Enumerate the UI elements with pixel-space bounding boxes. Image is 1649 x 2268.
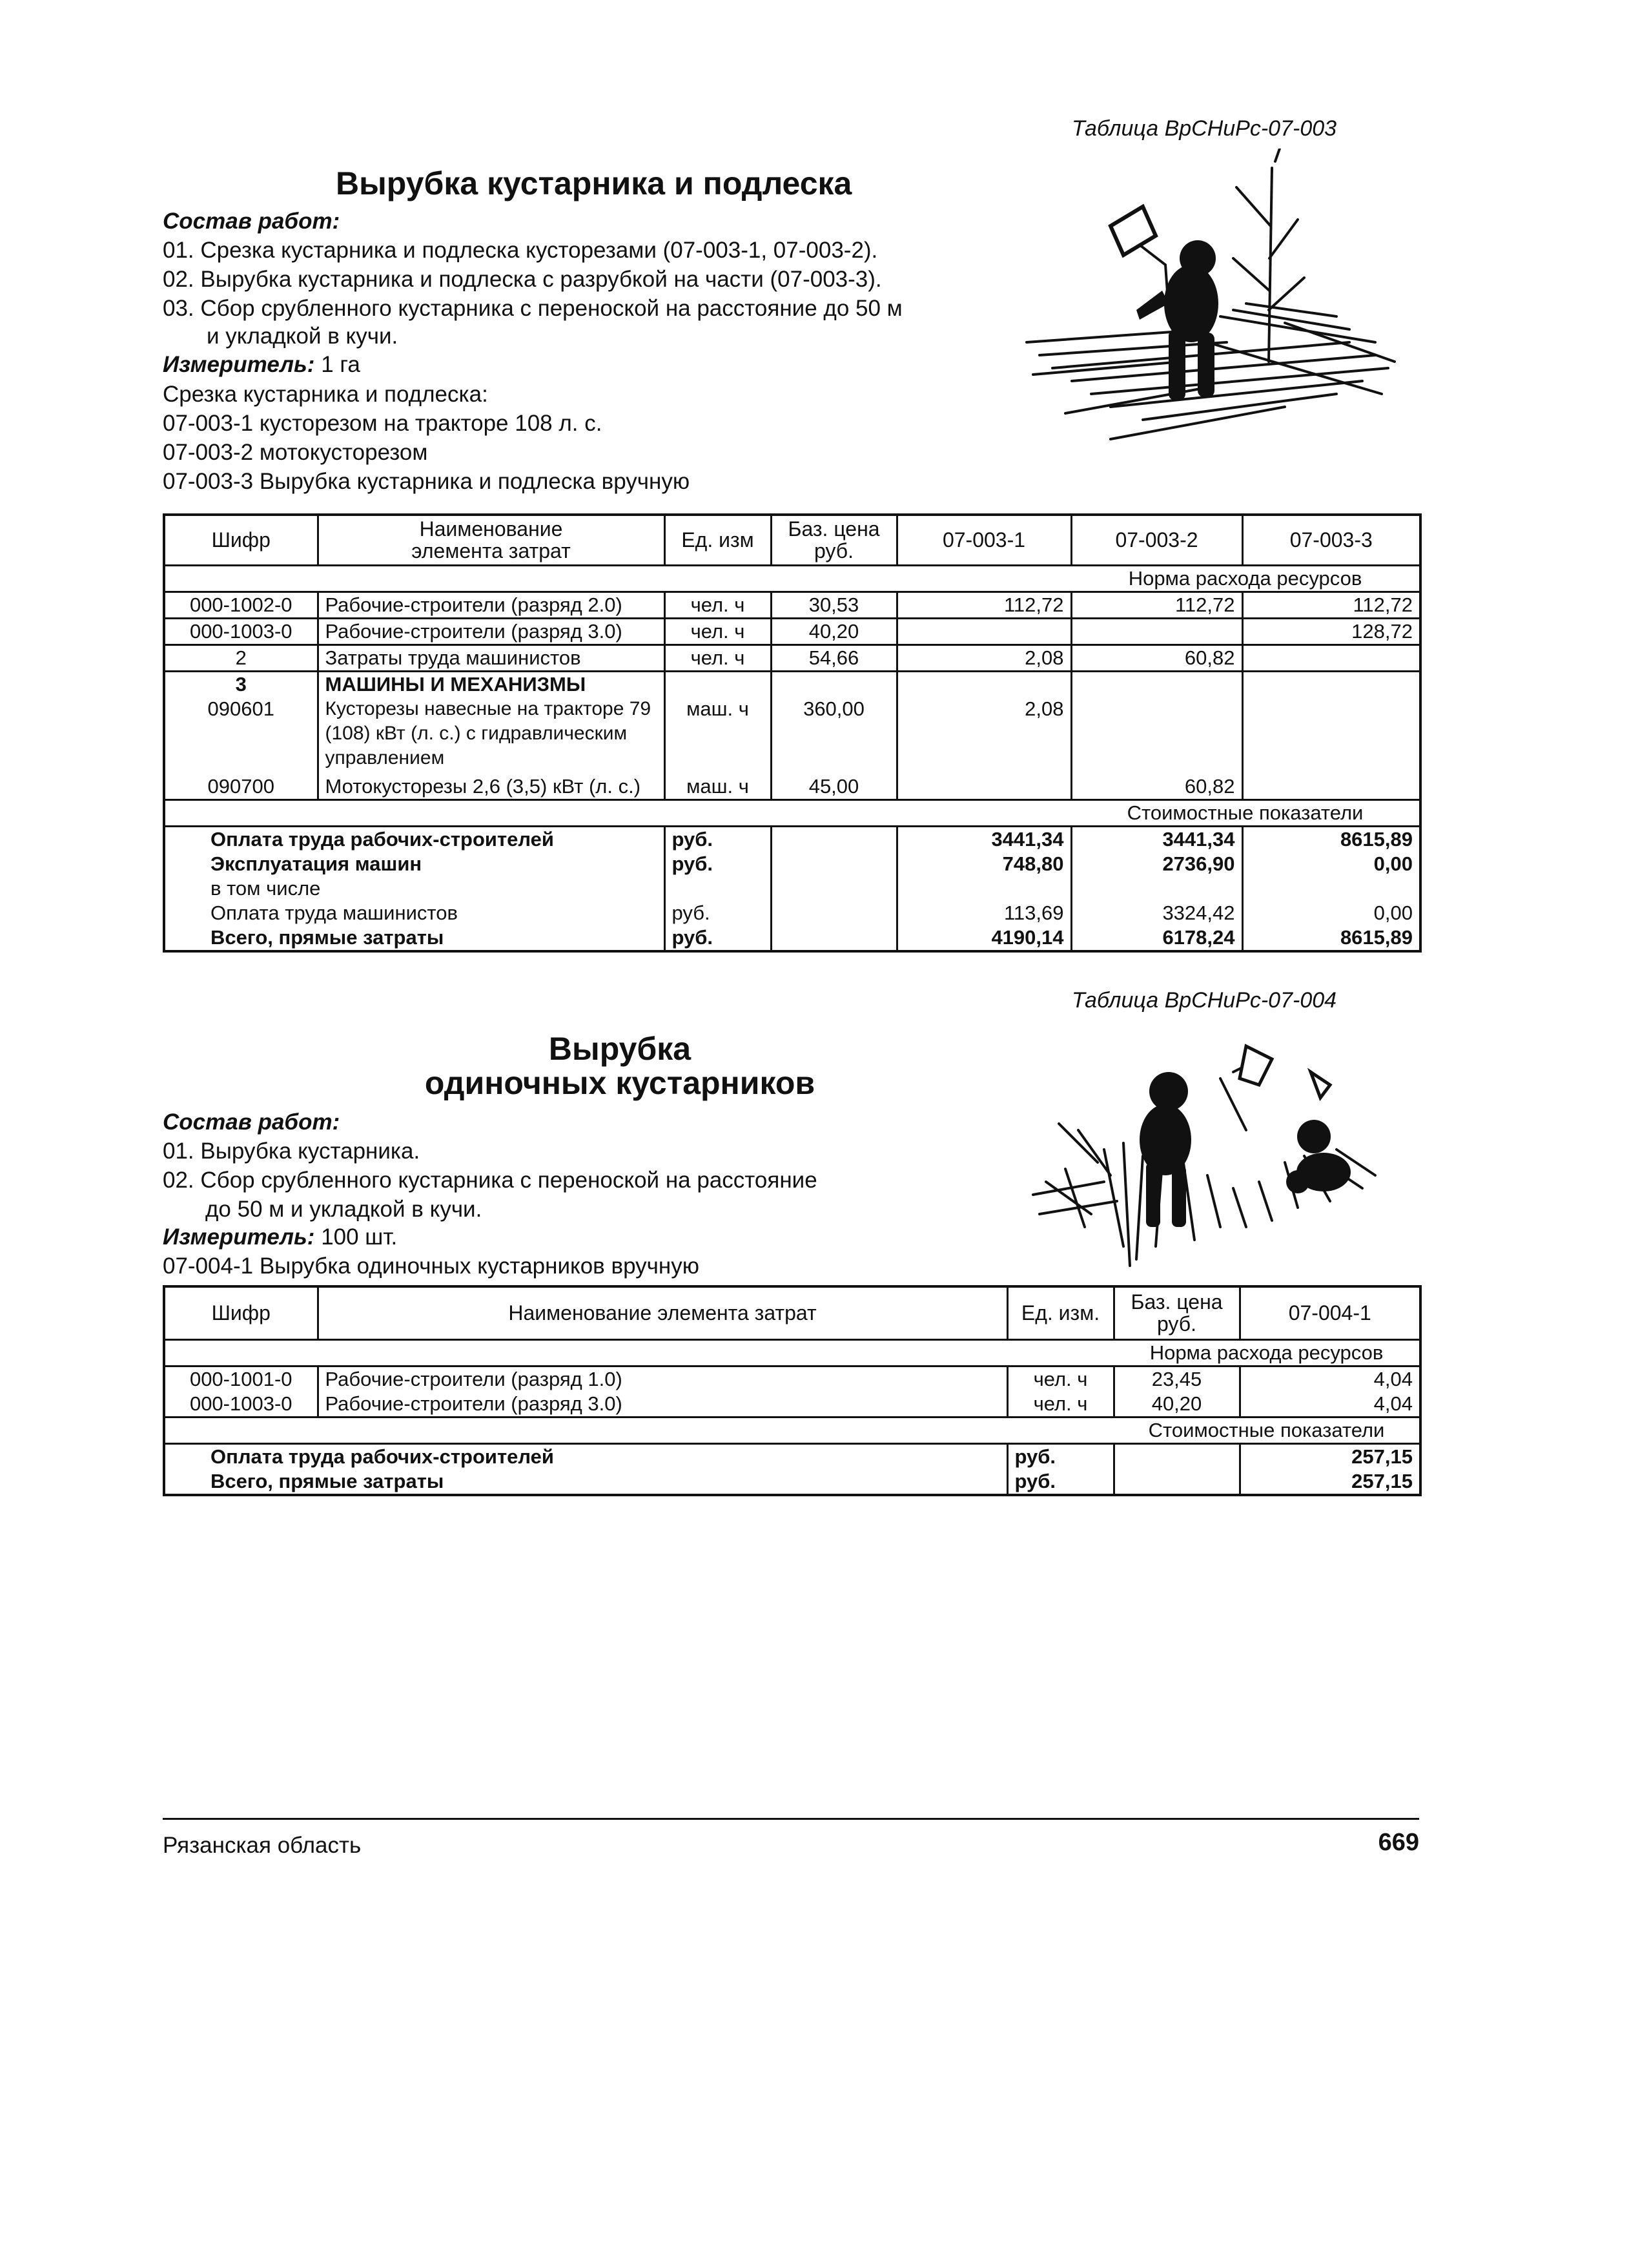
intro-line: Срезка кустарника и подлеска: (163, 382, 488, 407)
cell-v1: 112,72 (897, 592, 1071, 618)
cost-row (164, 901, 1420, 925)
step-2-1: 01. Вырубка кустарника. (163, 1139, 420, 1164)
composition-label-2: Состав работ: (163, 1109, 340, 1135)
cost-v1: 748,80 (897, 852, 1071, 876)
header-unit: Ед. изм. (1007, 1286, 1114, 1339)
table-row (164, 671, 1420, 697)
variant-2-1: 07-004-1 Вырубка одиночных кустарников вручную (163, 1253, 699, 1279)
cost-label: Оплата труда рабочих-строителей (164, 826, 664, 852)
cost-unit (664, 876, 771, 901)
step-2-2: 02. Сбор срубленного кустарника с переноской на расстояние (163, 1168, 817, 1193)
cost-row (164, 876, 1420, 901)
cost-v3: 8615,89 (1242, 826, 1420, 852)
norm-header-row (164, 565, 1420, 592)
cell-v3: 128,72 (1242, 618, 1420, 644)
cost-unit: руб. (1007, 1469, 1114, 1495)
measure-line (163, 350, 360, 379)
cost-v1: 3441,34 (897, 826, 1071, 852)
header-price: Баз. цена руб. (1114, 1286, 1240, 1339)
cost-row (164, 925, 1420, 951)
cell-v1 (897, 671, 1071, 697)
page-number: 669 (1378, 1829, 1419, 1856)
table-label-07-004: Таблица ВрСНиРс-07-004 (1072, 988, 1337, 1013)
cell-unit: чел. ч (664, 592, 771, 618)
table-header-row (164, 515, 1420, 565)
variant-3: 07-003-3 Вырубка кустарника и подлеска вручную (163, 469, 690, 494)
cell-code: 000-1001-0 (164, 1366, 318, 1392)
variant-1: 07-003-1 кусторезом на тракторе 108 л. с. (163, 411, 602, 436)
measure-label: Измеритель: (163, 352, 315, 377)
header-col-1: 07-004-1 (1240, 1286, 1420, 1339)
header-col-3: 07-003-3 (1242, 515, 1420, 565)
cell-v1: 2,08 (897, 644, 1071, 671)
footer-region: Рязанская область (163, 1833, 362, 1858)
cell-v2: 60,82 (1071, 644, 1242, 671)
cell-price: 45,00 (771, 774, 897, 800)
cost-row (164, 1469, 1420, 1495)
cell-unit: маш. ч (664, 697, 771, 774)
table-row (164, 592, 1420, 618)
composition-label: Состав работ: (163, 209, 340, 234)
cost-price (771, 852, 897, 876)
section-title-shrub-cutting: Вырубка кустарника и подлеска (336, 165, 852, 201)
cost-header: Стоимостные показатели (1114, 1417, 1420, 1443)
cell-price: 40,20 (771, 618, 897, 644)
measure-value-2: 100 шт. (321, 1224, 398, 1250)
step-2: 02. Вырубка кустарника и подлеска с разрубкой на части (07-003-3). (163, 267, 882, 292)
cell-code: 3 (164, 671, 318, 697)
cell-price: 360,00 (771, 697, 897, 774)
cell-v1 (897, 774, 1071, 800)
cell-price: 30,53 (771, 592, 897, 618)
cost-v3: 0,00 (1242, 852, 1420, 876)
cost-v1: 113,69 (897, 901, 1071, 925)
cost-v3: 0,00 (1242, 901, 1420, 925)
table-row (164, 697, 1420, 774)
cell-unit: чел. ч (664, 618, 771, 644)
norm-header-row (164, 1339, 1420, 1366)
header-col-1: 07-003-1 (897, 515, 1071, 565)
cost-price (771, 826, 897, 852)
cost-v3: 8615,89 (1242, 925, 1420, 951)
cost-label: Всего, прямые затраты (164, 925, 664, 951)
table-row (164, 1392, 1420, 1418)
cell-price (771, 671, 897, 697)
cost-header: Стоимостные показатели (1071, 799, 1420, 826)
cell-price: 54,66 (771, 644, 897, 671)
cost-v2 (1071, 876, 1242, 901)
cost-unit: руб. (664, 901, 771, 925)
section-title-line-1: Вырубка (548, 1031, 691, 1067)
cell-name: Затраты труда машинистов (318, 644, 664, 671)
cell-unit (664, 671, 771, 697)
cell-v3 (1242, 644, 1420, 671)
cell-v2 (1071, 671, 1242, 697)
cell-v1: 4,04 (1240, 1366, 1420, 1392)
cost-v1: 257,15 (1240, 1443, 1420, 1469)
table-label-07-003: Таблица ВрСНиРс-07-003 (1072, 116, 1337, 141)
cell-name: Кусторезы навесные на тракторе 79 (108) кВт (л. с.) с гидравлическим управлением (318, 697, 664, 774)
cost-label: Всего, прямые затраты (164, 1469, 1007, 1495)
header-price: Баз. цена руб. (771, 515, 897, 565)
cell-v1 (897, 618, 1071, 644)
cost-label: в том числе (164, 876, 664, 901)
cell-v2 (1071, 697, 1242, 774)
cell-code: 000-1003-0 (164, 618, 318, 644)
cell-v3 (1242, 697, 1420, 774)
norm-header: Норма расхода ресурсов (1114, 1339, 1420, 1366)
header-name: Наименование элемента затрат (318, 515, 664, 565)
section-title-line-2: одиночных кустарников (424, 1065, 815, 1101)
cost-unit: руб. (664, 925, 771, 951)
cost-v2: 3441,34 (1071, 826, 1242, 852)
header-code: Шифр (164, 1286, 318, 1339)
cost-table-07-003 (163, 513, 1422, 953)
cell-unit: чел. ч (1007, 1366, 1114, 1392)
workers-chopping-illustration-icon (1027, 1033, 1388, 1279)
cost-label: Эксплуатация машин (164, 852, 664, 876)
cell-unit: маш. ч (664, 774, 771, 800)
measure-label-2: Измеритель: (163, 1224, 315, 1250)
cost-v1 (897, 876, 1071, 901)
table-row (164, 644, 1420, 671)
cell-name: Мотокусторезы 2,6 (3,5) кВт (л. с.) (318, 774, 664, 800)
cost-price (771, 901, 897, 925)
norm-header: Норма расхода ресурсов (1071, 565, 1420, 592)
cost-row (164, 852, 1420, 876)
cost-unit: руб. (1007, 1443, 1114, 1469)
cell-v3: 112,72 (1242, 592, 1420, 618)
cost-v2: 3324,42 (1071, 901, 1242, 925)
cost-unit: руб. (664, 826, 771, 852)
cost-v2: 6178,24 (1071, 925, 1242, 951)
step-3-cont: и укладкой в кучи. (207, 324, 398, 349)
cost-price (1114, 1443, 1240, 1469)
header-col-2: 07-003-2 (1071, 515, 1242, 565)
cost-v1: 4190,14 (897, 925, 1071, 951)
header-code: Шифр (164, 515, 318, 565)
footer-divider (163, 1818, 1419, 1820)
measure-line-2 (163, 1222, 397, 1252)
cost-row (164, 826, 1420, 852)
cost-price (1114, 1469, 1240, 1495)
cell-price: 40,20 (1114, 1392, 1240, 1418)
cost-row (164, 1443, 1420, 1469)
cell-code: 000-1003-0 (164, 1392, 318, 1418)
step-3: 03. Сбор срубленного кустарника с переноской на расстояние до 50 м (163, 296, 903, 321)
cell-unit: чел. ч (1007, 1392, 1114, 1418)
cost-header-row (164, 1417, 1420, 1443)
cell-unit: чел. ч (664, 644, 771, 671)
variant-2: 07-003-2 мотокусторезом (163, 440, 428, 465)
cost-header-row (164, 799, 1420, 826)
cell-v3 (1242, 774, 1420, 800)
cost-table-07-004 (163, 1285, 1422, 1496)
cell-code: 000-1002-0 (164, 592, 318, 618)
table-row (164, 774, 1420, 800)
cost-price (771, 925, 897, 951)
cell-v2: 112,72 (1071, 592, 1242, 618)
step-2-2-cont: до 50 м и укладкой в кучи. (205, 1197, 482, 1222)
cell-v3 (1242, 671, 1420, 697)
cost-label: Оплата труда рабочих-строителей (164, 1443, 1007, 1469)
cell-name: Рабочие-строители (разряд 3.0) (318, 1392, 1007, 1418)
cell-name: Рабочие-строители (разряд 1.0) (318, 1366, 1007, 1392)
cell-name: Рабочие-строители (разряд 3.0) (318, 618, 664, 644)
table-header-row (164, 1286, 1420, 1339)
measure-value: 1 га (321, 352, 360, 377)
cell-code: 090700 (164, 774, 318, 800)
cell-v1: 4,04 (1240, 1392, 1420, 1418)
cell-price: 23,45 (1114, 1366, 1240, 1392)
header-name: Наименование элемента затрат (318, 1286, 1007, 1339)
header-unit: Ед. изм (664, 515, 771, 565)
cell-v2: 60,82 (1071, 774, 1242, 800)
cell-code: 090601 (164, 697, 318, 774)
cost-label: Оплата труда машинистов (164, 901, 664, 925)
table-row (164, 618, 1420, 644)
step-1: 01. Срезка кустарника и подлеска кусторезами (07-003-1, 07-003-2). (163, 238, 878, 263)
cost-v1: 257,15 (1240, 1469, 1420, 1495)
shrub-cutting-illustration-icon (1014, 149, 1401, 497)
cell-v2 (1071, 618, 1242, 644)
cell-v1: 2,08 (897, 697, 1071, 774)
cell-name: МАШИНЫ И МЕХАНИЗМЫ (318, 671, 664, 697)
cost-v2: 2736,90 (1071, 852, 1242, 876)
cell-code: 2 (164, 644, 318, 671)
cost-v3 (1242, 876, 1420, 901)
cost-price (771, 876, 897, 901)
cost-unit: руб. (664, 852, 771, 876)
cell-name: Рабочие-строители (разряд 2.0) (318, 592, 664, 618)
table-row (164, 1366, 1420, 1392)
